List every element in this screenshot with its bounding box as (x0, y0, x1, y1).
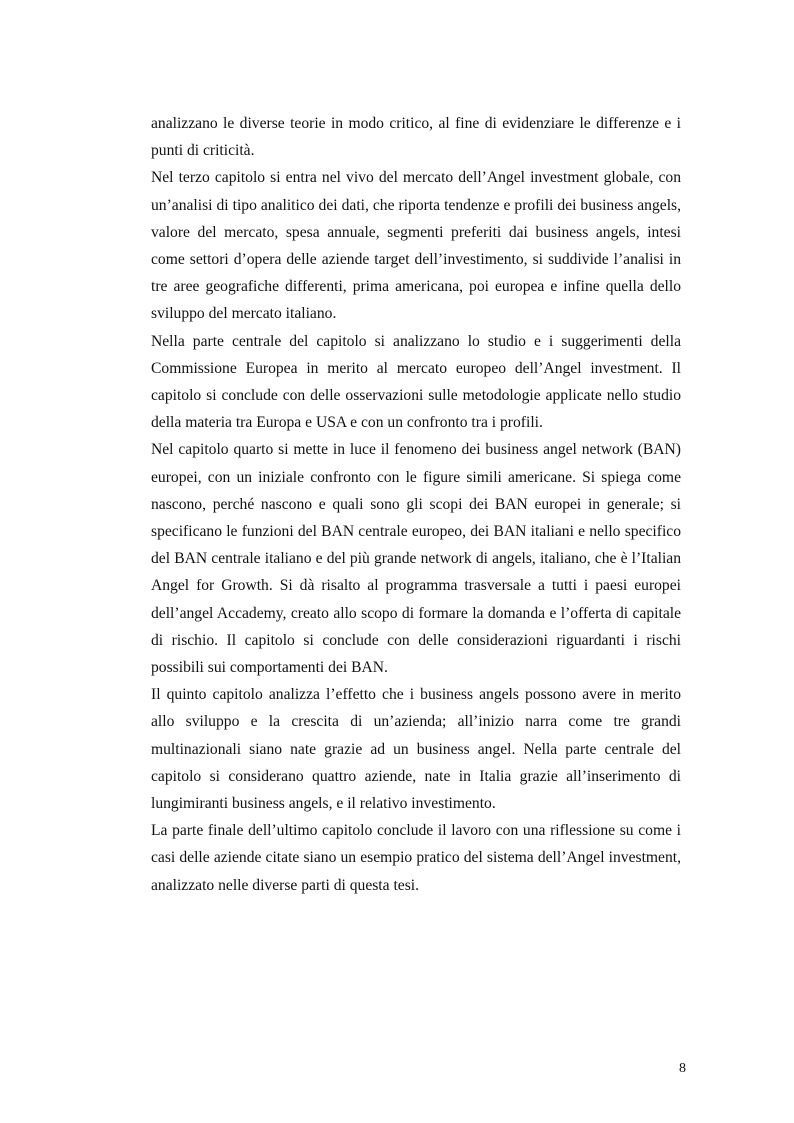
paragraph: La parte finale dell’ultimo capitolo conclude il lavoro con una riflessione su come i casi delle aziende citate siano un esempio pratico del sistema dell’Angel investment, analizzato nelle diverse parti di questa tesi. (151, 822, 681, 894)
paragraph: Nella parte centrale del capitolo si analizzano lo studio e i suggerimenti della Commissione Europea in merito al mercato europeo dell’Angel investment. Il capitolo si conclude con delle osservazioni sulle metodologie applicate nello studio della materia tra Europa e USA e con un confronto tra i profili. (151, 332, 681, 432)
paragraph: Il quinto capitolo analizza l’effetto che i business angels possono avere in merito allo sviluppo e la crescita di un’azienda; all’inizio narra come tre grandi multinazionali siano nate grazie ad un business angel. Nella parte centrale del capitolo si considerano quattro aziende, nate in Italia grazie all’inserimento di lungimiranti business angels, e il relativo investimento. (151, 686, 681, 813)
page-number: 8 (679, 1061, 686, 1076)
paragraph: Nel capitolo quarto si mette in luce il fenomeno dei business angel network (BAN) europei, con un iniziale confronto con le figure simili americane. Si spiega come nascono, perché nascono e quali sono gli scopi dei BAN europei in generale; si specificano le funzioni del BAN centrale europeo, dei BAN italiani e nello specifico del BAN centrale italiano e del più grande network di angels, italiano, che è l’Italian Angel for Growth. Si dà risalto al programma trasversale a tutti i paesi europei dell’angel Accademy, creato allo scopo di formare la domanda e l’offerta di capitale di rischio. Il capitolo si conclude con delle considerazioni riguardanti i rischi possibili sui comportamenti dei BAN. (151, 441, 681, 677)
paragraph: analizzano le diverse teorie in modo critico, al fine di evidenziare le differenze e i punti di criticità. (151, 115, 681, 160)
paragraph: Nel terzo capitolo si entra nel vivo del mercato dell’Angel investment globale, con un’analisi di tipo analitico dei dati, che riporta tendenze e profili dei business angels, valore del mercato, spesa annuale, segmenti preferiti dai business angels, intesi come settori d’opera delle aziende target dell’investimento, si suddivide l’analisi in tre aree geografiche differenti, prima americana, poi europea e infine quella dello sviluppo del mercato italiano. (151, 169, 681, 323)
body-text (151, 110, 681, 899)
